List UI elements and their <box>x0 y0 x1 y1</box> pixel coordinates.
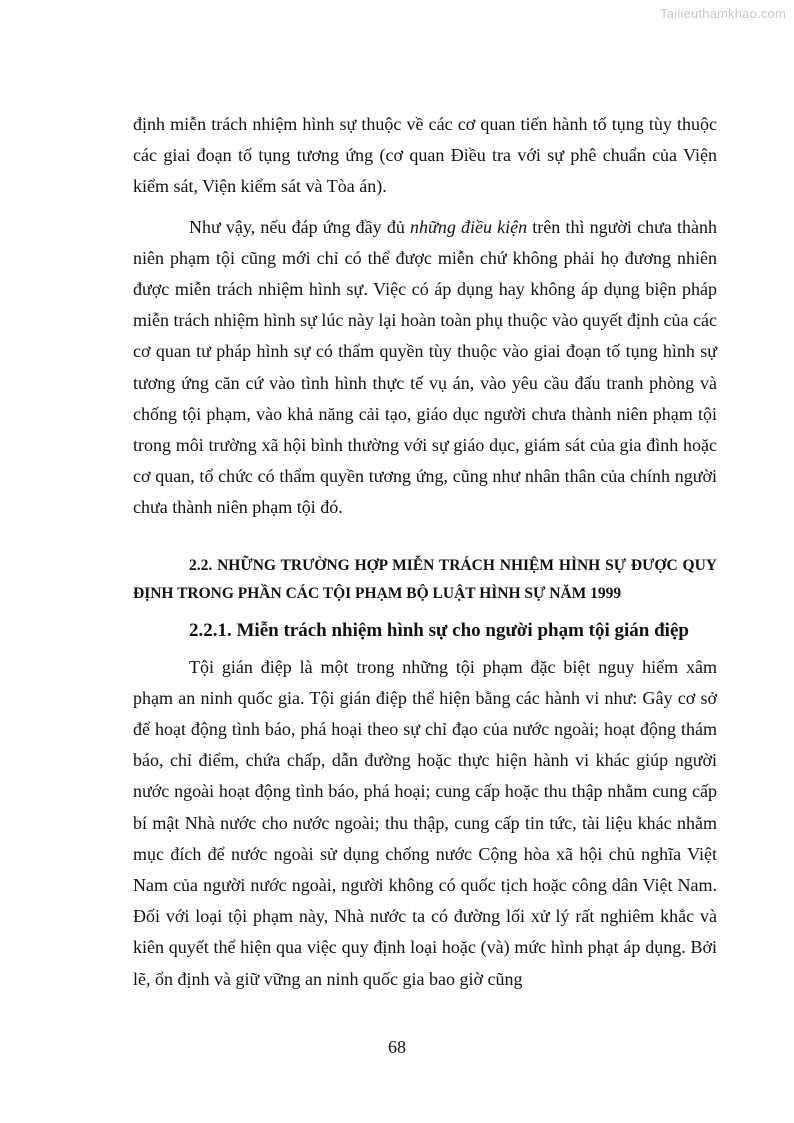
section-heading-2-2-1: 2.2.1. Miễn trách nhiệm hình sự cho người phạm tội gián điệp <box>189 619 689 641</box>
paragraph-espionage: Tội gián điệp là một trong những tội phạm đặc biệt nguy hiểm xâm phạm an ninh quốc gia. Tội gián điệp thể hiện bằng các hành vi như: Gây cơ sở để hoạt động tình báo, phá hoại theo sự chỉ đạo của nước ngoài; hoạt động thám báo, chỉ điểm, chứa chấp, dẫn đường hoặc thực hiện hành vi khác giúp người nước ngoài hoạt động tình báo, phá hoại; cung cấp hoặc thu thập nhằm cung cấp bí mật Nhà nước cho nước ngoài; thu thập, cung cấp tin tức, tài liệu khác nhằm mục đích để nước ngoài sử dụng chống nước Cộng hòa xã hội chủ nghĩa Việt Nam của người nước ngoài, người không có quốc tịch hoặc công dân Việt Nam. Đối với loại tội phạm này, Nhà nước ta có đường lối xử lý rất nghiêm khắc và kiên quyết thể hiện qua việc quy định loại hoặc (và) mức hình phạt áp dụng. Bởi lẽ, ổn định và giữ vững an ninh quốc gia bao giờ cũng <box>133 656 717 989</box>
emphasis-conditions: những điều kiện <box>410 216 528 237</box>
page-number: 68 <box>388 1037 406 1057</box>
paragraph-conditions <box>133 212 717 524</box>
page-body <box>133 109 717 995</box>
paragraph-conditions-start: Như vậy, nếu đáp ứng đầy đủ <box>189 216 410 237</box>
watermark-text: Tailieuthamkhao.com <box>660 6 786 21</box>
paragraph-conditions-rest: trên thì người chưa thành niên phạm tội cũng mới chỉ có thể được miễn chứ không phải họ đương nhiên được miễn trách nhiệm hình sự. Việc có áp dụng hay không áp dụng biện pháp miễn trách nhiệm hình sự lúc này lại hoàn toàn phụ thuộc vào quyết định của các cơ quan tư pháp hình sự có thẩm quyền tùy thuộc vào giai đoạn tố tụng hình sự tương ứng căn cứ vào tình hình thực tế vụ án, vào yêu cầu đấu tranh phòng và chống tội phạm, vào khả năng cải tạo, giáo dục người chưa thành niên phạm tội trong môi trường xã hội bình thường với sự giáo dục, giám sát của gia đình hoặc cơ quan, tổ chức có thẩm quyền tương ứng, cũng như nhân thân của chính người chưa thành niên phạm tội đó. <box>133 216 717 518</box>
paragraph-continuation: định miễn trách nhiệm hình sự thuộc về các cơ quan tiến hành tố tụng tùy thuộc các giai đoạn tố tụng tương ứng (cơ quan Điều tra với sự phê chuẩn của Viện kiểm sát, Viện kiểm sát và Tòa án). <box>133 114 717 197</box>
section-heading-2-2: 2.2. NHỮNG TRƯỜNG HỢP MIỄN TRÁCH NHIỆM HÌNH SỰ ĐƯỢC QUY ĐỊNH TRONG PHẦN CÁC TỘI PHẠM BỘ LUẬT HÌNH SỰ NĂM 1999 <box>133 556 717 602</box>
